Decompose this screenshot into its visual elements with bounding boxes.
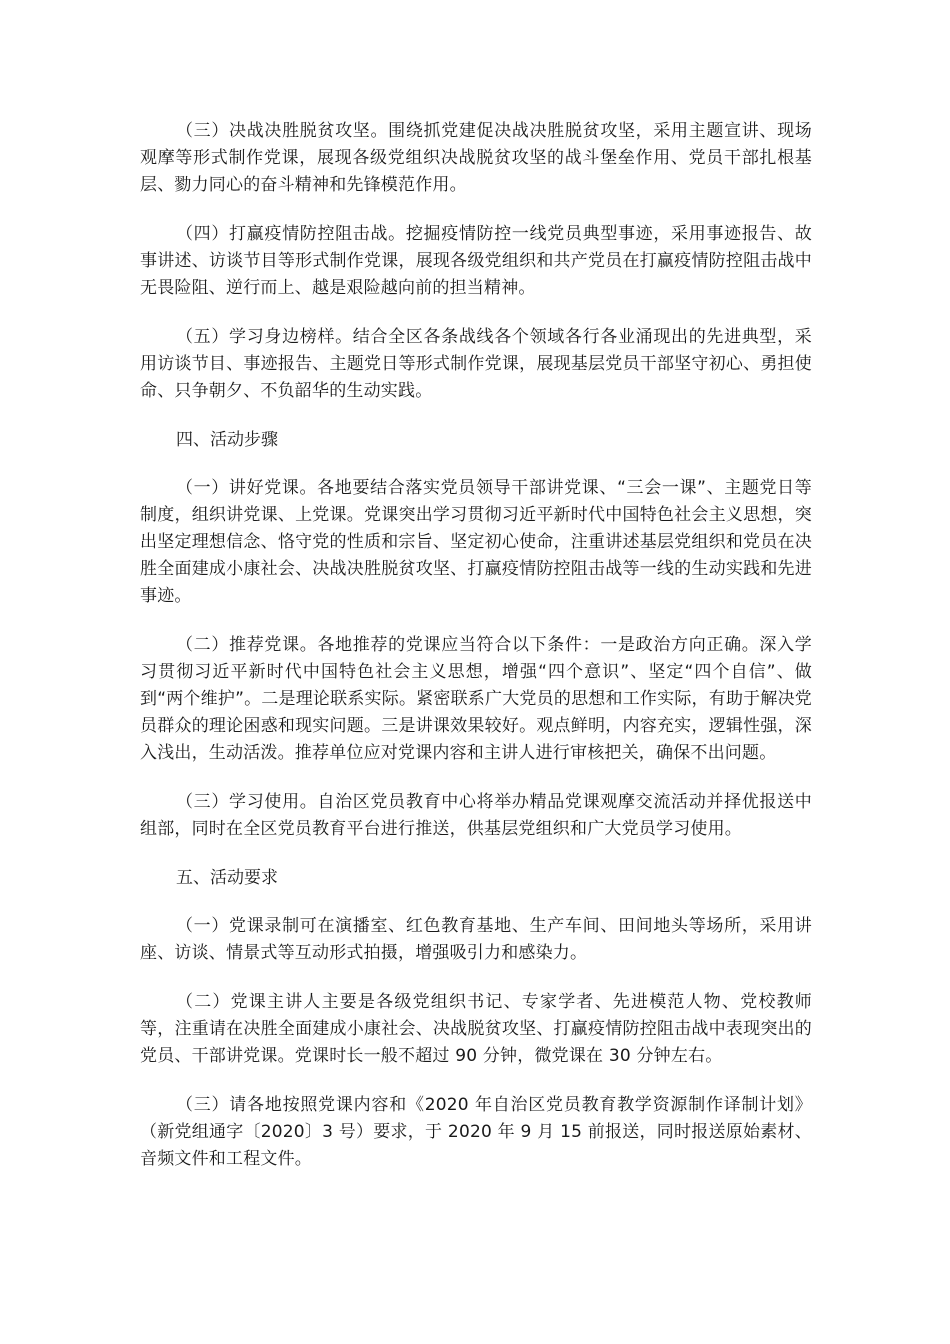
paragraph-3-5: （五）学习身边榜样。结合全区各条战线各个领域各行各业涌现出的先进典型，采用访谈节目、事迹报告、主题党日等形式制作党课，展现基层党员干部坚守初心、勇担使命、只争朝夕、不负韶华的生动实践。	[140, 327, 812, 401]
paragraph-3-4: （四）打赢疫情防控阻击战。挖掘疫情防控一线党员典型事迹，采用事迹报告、故事讲述、访谈节目等形式制作党课，展现各级党组织和共产党员在打赢疫情防控阻击战中无畏险阻、逆行而上、越是艰险越向前的担当精神。	[140, 224, 812, 298]
paragraph-5-1: （一）党课录制可在演播室、红色教育基地、生产车间、田间地头等场所，采用讲座、访谈、情景式等互动形式拍摄，增强吸引力和感染力。	[140, 916, 812, 963]
paragraph-4-3: （三）学习使用。自治区党员教育中心将举办精品党课观摩交流活动并择优报送中组部，同时在全区党员教育平台进行推送，供基层党组织和广大党员学习使用。	[140, 792, 812, 839]
paragraph-5-2: （二）党课主讲人主要是各级党组织书记、专家学者、先进模范人物、党校教师等，注重请在决胜全面建成小康社会、决战脱贫攻坚、打赢疫情防控阻击战中表现突出的党员、干部讲党课。党课时长一般不超过 90 分钟，微党课在 30 分钟左右。	[140, 992, 812, 1066]
section-heading-4: 四、活动步骤	[176, 430, 278, 450]
paragraph-4-2: （二）推荐党课。各地推荐的党课应当符合以下条件：一是政治方向正确。深入学习贯彻习近平新时代中国特色社会主义思想，增强“四个意识”、坚定“四个自信”、做到“两个维护”。二是理论联系实际。紧密联系广大党员的思想和工作实际，有助于解决党员群众的理论困惑和现实问题。三是讲课效果较好。观点鲜明，内容充实，逻辑性强，深入浅出，生动活泼。推荐单位应对党课内容和主讲人进行审核把关，确保不出问题。	[140, 635, 812, 763]
paragraph-4-1: （一）讲好党课。各地要结合落实党员领导干部讲党课、“三会一课”、主题党日等制度，组织讲党课、上党课。党课突出学习贯彻习近平新时代中国特色社会主义思想，突出坚定理想信念、恪守党的性质和宗旨、坚定初心使命，注重讲述基层党组织和党员在决胜全面建成小康社会、决战决胜脱贫攻坚、打赢疫情防控阻击战等一线的生动实践和先进事迹。	[140, 478, 812, 606]
document-page	[140, 118, 812, 1195]
section-heading-5: 五、活动要求	[176, 868, 278, 888]
paragraph-5-3: （三）请各地按照党课内容和《2020 年自治区党员教育教学资源制作译制计划》（新党组通字〔2020〕3 号）要求，于 2020 年 9 月 15 前报送，同时报送原始素材、音频文件和工程文件。	[140, 1095, 812, 1169]
paragraph-3-3: （三）决战决胜脱贫攻坚。围绕抓党建促决战决胜脱贫攻坚，采用主题宣讲、现场观摩等形式制作党课，展现各级党组织决战脱贫攻坚的战斗堡垒作用、党员干部扎根基层、勠力同心的奋斗精神和先锋模范作用。	[140, 121, 812, 195]
